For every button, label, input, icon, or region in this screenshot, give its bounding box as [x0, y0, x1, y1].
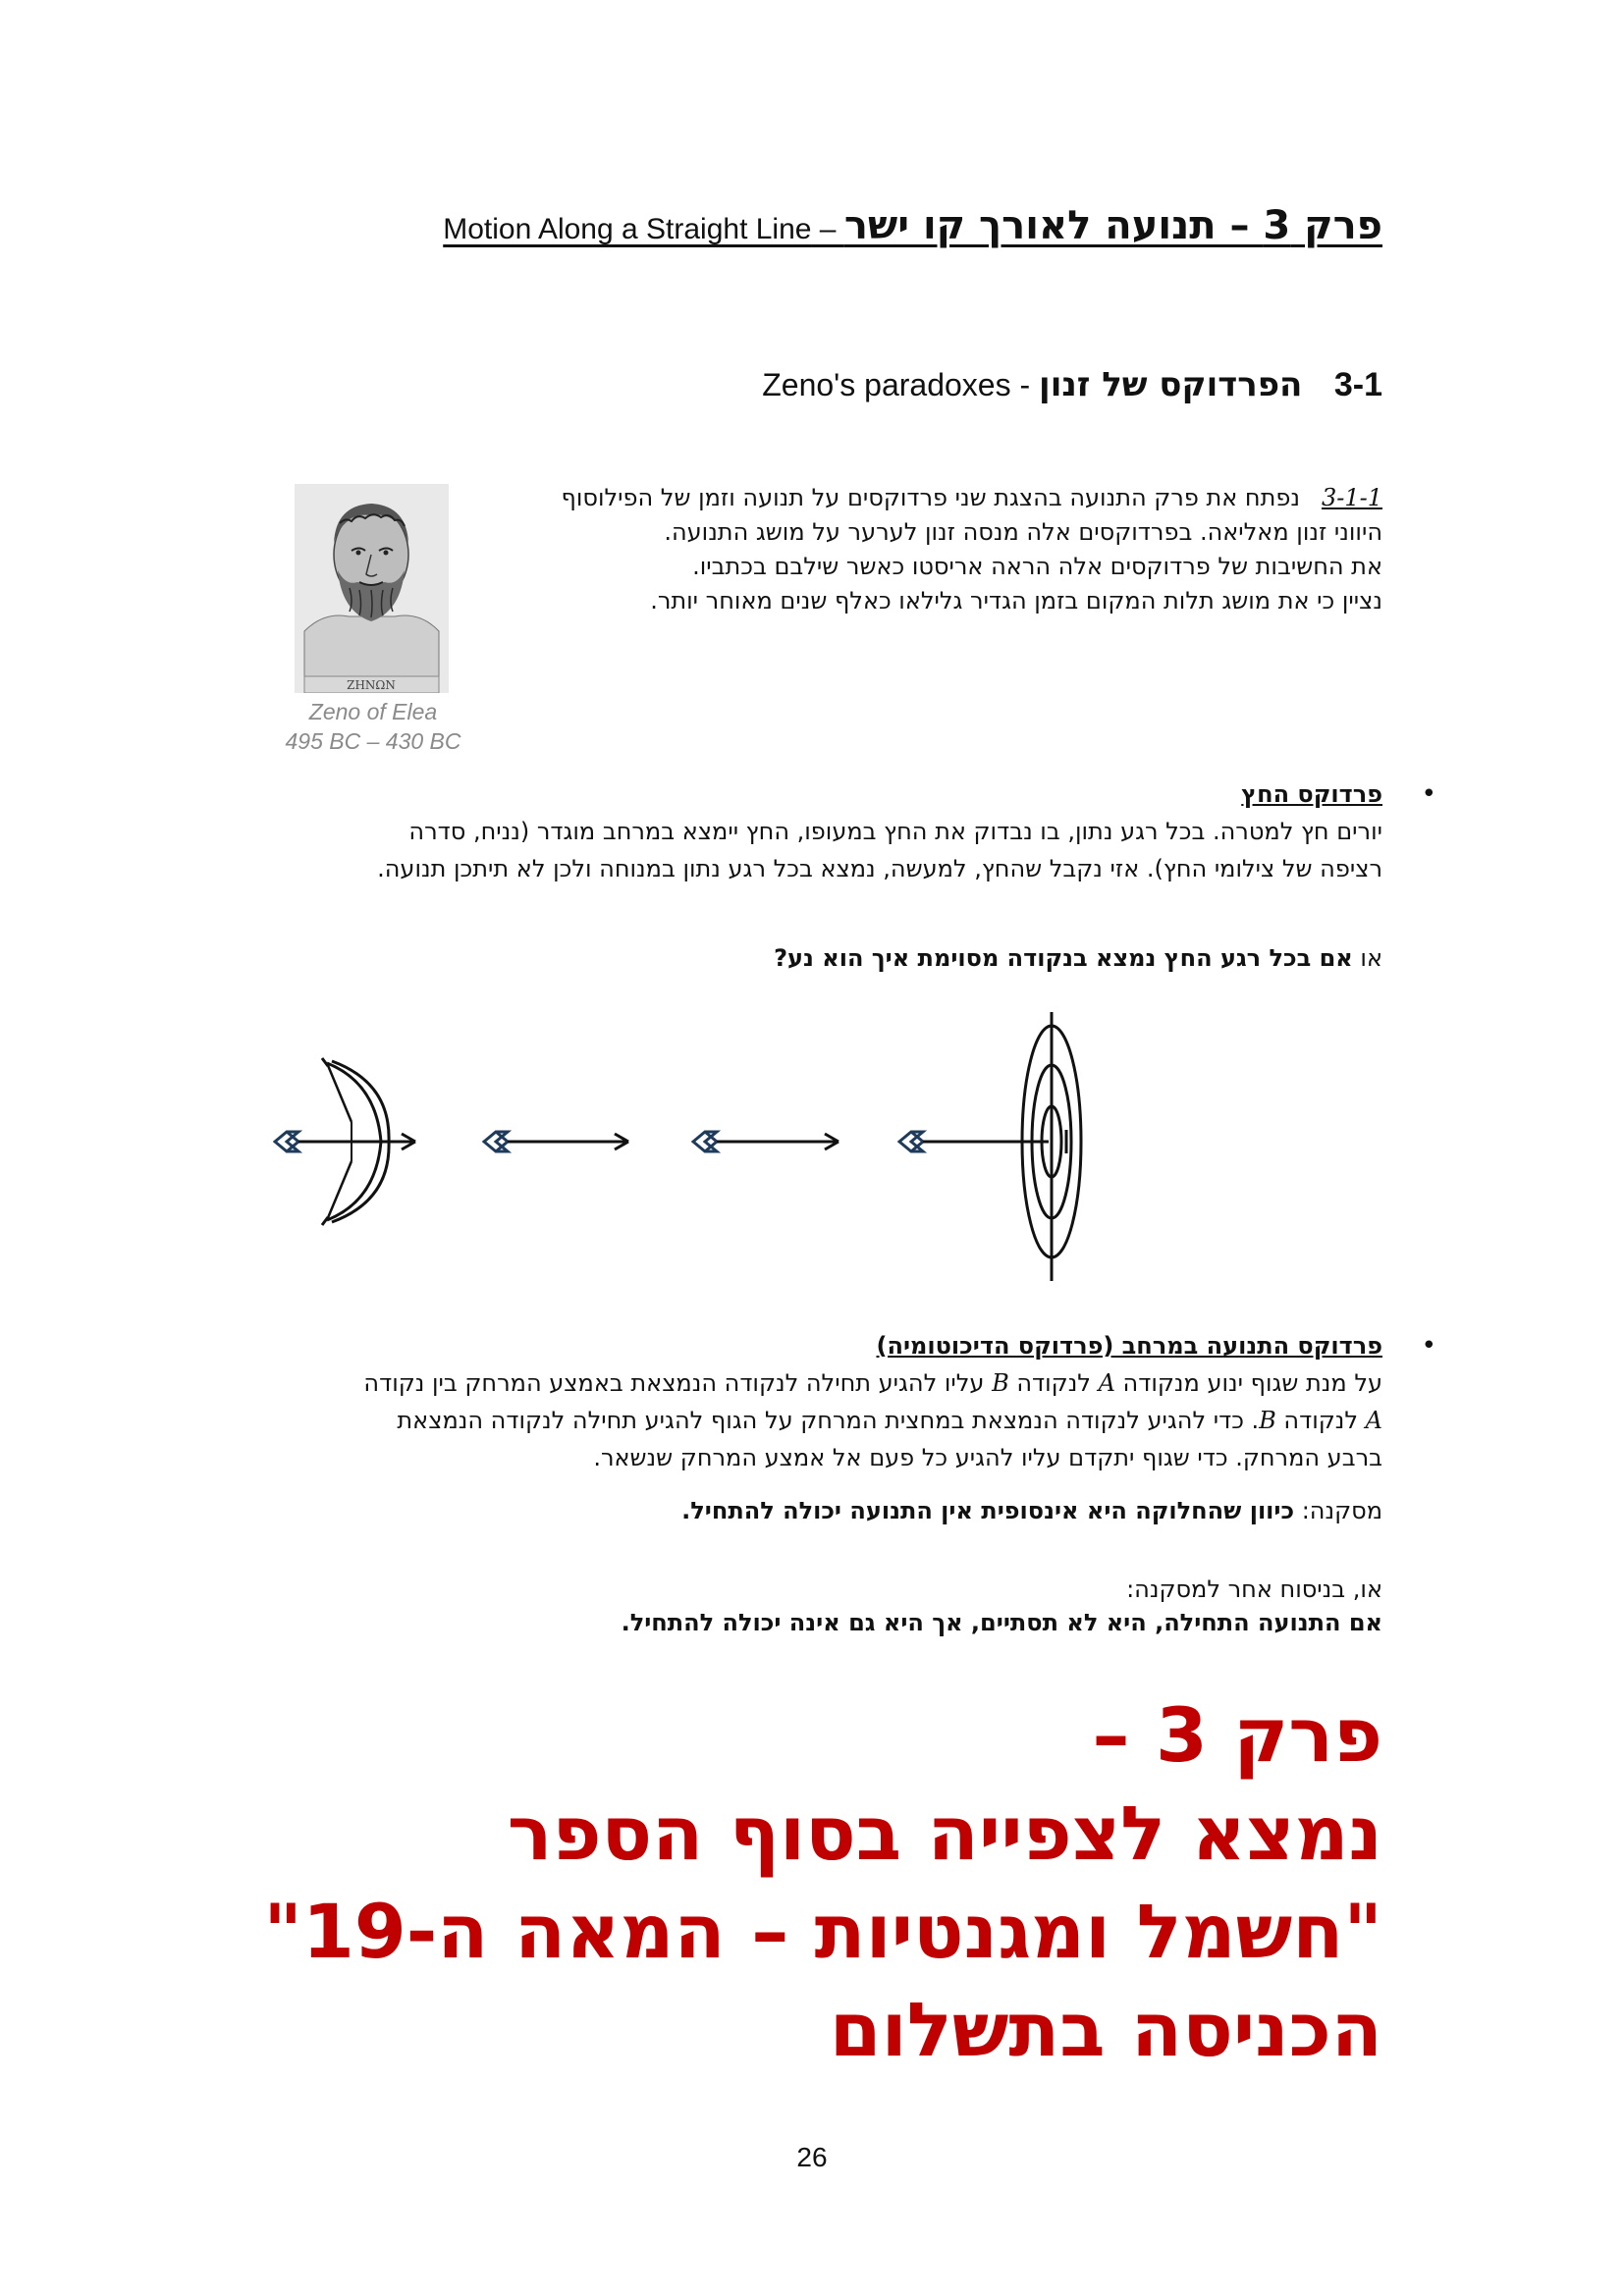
section-number: 3-1 [1333, 366, 1382, 403]
dichotomy-text-1: על מנת שגוף ינוע מנקודה [1114, 1369, 1382, 1397]
arrow-paradox-question [302, 944, 1382, 972]
chapter-availability-notice [204, 1686, 1382, 2079]
point-a-label: A [1098, 1369, 1115, 1397]
chapter-title-english: Motion Along a Straight Line [443, 213, 812, 245]
bullet-dot: • [1421, 779, 1436, 809]
arrow-3-icon [693, 1132, 839, 1151]
section-heading [302, 365, 1382, 404]
portrait-caption [260, 697, 486, 756]
alt-conclusion-intro: או, בניסוח אחר למסקנה: [1126, 1575, 1382, 1603]
chapter-title [204, 203, 1382, 248]
notice-line-2: נמצא לצפייה בסוף הספר [507, 1789, 1382, 1877]
dichotomy-text-2: לנקודה [1008, 1369, 1099, 1397]
intro-text-2: את החשיבות של פרדוקסים אלה הראה אריסטו כאשר שילבם בכתביו. [692, 553, 1382, 580]
section-heading-hebrew: הפרדוקס של זנון [1039, 365, 1303, 404]
dichotomy-alt-conclusion [302, 1573, 1382, 1639]
target-icon [1022, 1012, 1081, 1281]
notice-line-3: "חשמל ומגנטיות – המאה ה-19" [263, 1888, 1382, 1975]
intro-text-1: נפתח את פרק התנועה בהצגת שני פרדוקסים על תנועה וזמן של הפילוסוף היווני זנון מאליאה. בפרדוקסים אלה מנסה זנון לערער על מושג התנועה. [561, 484, 1382, 546]
portrait-caption-name: Zeno of Elea [308, 699, 438, 724]
intro-paragraph [509, 481, 1382, 618]
point-b-label: B [992, 1369, 1009, 1397]
arrow-4-icon [899, 1132, 1049, 1151]
dichotomy-text-2: לנקודה [1275, 1407, 1366, 1434]
dichotomy-conclusion [302, 1497, 1382, 1524]
point-b-label: B [1259, 1407, 1276, 1434]
section-heading-separator: - [1010, 367, 1040, 402]
notice-line-1: פרק 3 – [1092, 1691, 1382, 1779]
dichotomy-heading: פרדוקס התנועה במרחב (פרדוקס הדיכוטומיה) [876, 1332, 1382, 1360]
arrow-2-icon [484, 1132, 628, 1151]
arrow-paradox-text: יורים חץ למטרה. בכל רגע נתון, בו נבדוק את החץ במעופו, החץ יימצא במרחב מוגדר (נניח, סדרה רציפה של צילומי החץ). אזי נקבל שהחץ, למעשה, נמצא בכל רגע נתון במנוחה ולכן לא תיתכן תנועה. [377, 818, 1382, 882]
zeno-portrait-image [295, 484, 449, 693]
dichotomy-text [342, 1364, 1382, 1476]
notice-line-4: הכניסה בתשלום [829, 1986, 1382, 2073]
arrow-paradox-heading: פרדוקס החץ [1241, 780, 1382, 808]
chapter-title-separator: – [811, 213, 844, 245]
point-a-label: A [1365, 1407, 1382, 1434]
arrow-paradox-illustration [273, 1004, 1098, 1289]
conclusion-prefix: מסקנה: [1294, 1497, 1382, 1524]
portrait-inscription: ZHNΩN [347, 678, 396, 692]
dichotomy-text-4: . כדי להגיע לנקודה הנמצאת במחצית המרחק על הגוף להגיע תחילה לנקודה הנמצאת ברבע המרחק. כדי שגוף יתקדם עליו להגיע כל פעם אל אמצע המרחק שנשאר. [397, 1407, 1382, 1471]
portrait-caption-dates: 495 BC – 430 BC [285, 728, 461, 754]
arrow-1-icon [275, 1132, 415, 1151]
chapter-title-hebrew: פרק 3 – תנועה לאורך קו ישר [843, 203, 1382, 248]
intro-text-3: נציין כי את מושג תלות המקום בזמן הגדיר גלילאו כאלף שנים מאוחר יותר. [650, 587, 1382, 614]
section-heading-english: Zeno's paradoxes [762, 367, 1011, 402]
arrow-question-prefix: או [1352, 944, 1382, 972]
alt-conclusion-bold: אם התנועה התחילה, היא לא תסתיים, אך היא גם אינה יכולה להתחיל. [621, 1609, 1382, 1636]
bullet-dot: • [1421, 1331, 1436, 1361]
dichotomy-paradox-bullet [342, 1327, 1436, 1476]
arrow-paradox-bullet [342, 775, 1436, 887]
intro-label: 3-1-1 [1321, 484, 1382, 511]
arrow-question-bold: אם בכל רגע החץ נמצא בנקודה מסוימת איך הוא נע? [774, 944, 1353, 972]
conclusion-bold: כיוון שהחלוקה היא אינסופית אין התנועה יכולה להתחיל. [681, 1497, 1295, 1524]
page-number: 26 [796, 2142, 828, 2172]
dichotomy-text-3: עליו להגיע תחילה לנקודה הנמצאת באמצע המרחק בין נקודה [363, 1369, 993, 1397]
